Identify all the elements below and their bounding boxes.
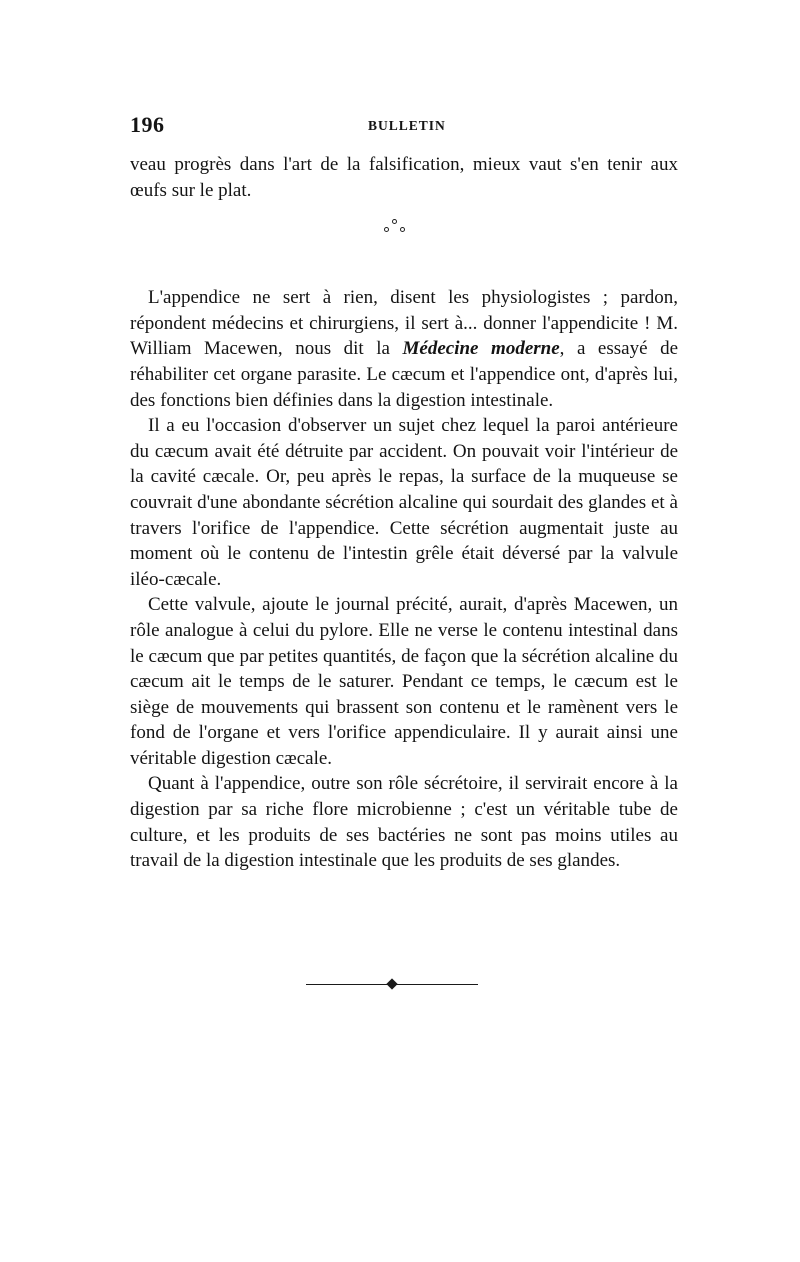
diamond-icon (386, 978, 397, 989)
section-ornament (130, 203, 678, 285)
paragraph-continuation: veau progrès dans l'art de la falsification, mieux vaut s'en tenir aux œufs sur le plat. (130, 154, 678, 201)
paragraph-observation: Il a eu l'occasion d'observer un sujet chez lequel la paroi antérieure du cæcum avait été détruite par accident. On pouvait voir l'intérieur de la cavité cæcale. Or, peu après le repas, la surface de la muqueuse se couvrait d'une abondante sécrétion alcaline qui sourdait des glandes et à travers l'orifice de l'appendice. Cette sécrétion augmentait juste au moment où le contenu de l'intestin grêle était déversé par la valvule iléo-cæcale. (130, 415, 678, 590)
running-head: BULLETIN (368, 118, 446, 133)
end-ornament-rule (306, 978, 478, 990)
journal-title: Médecine moderne (402, 338, 560, 360)
asterism-icon (383, 217, 409, 241)
paragraph-appendice-text-b: , a essayé de réhabiliter cet organe parasite. Le cæcum et l'appendice ont, d'après lui, des fonctions bien définies dans la digestion intestinale. (130, 338, 679, 411)
document-page (130, 112, 678, 874)
page-header (130, 112, 678, 152)
body-text (130, 152, 678, 874)
page-number: 196 (130, 112, 165, 137)
paragraph-appendice (130, 285, 678, 413)
paragraph-flore: Quant à l'appendice, outre son rôle sécrétoire, il servirait encore à la digestion par sa riche flore microbienne ; c'est un véritable tube de culture, et les produits de ses bactéries ne sont pas moins utiles au travail de la digestion intestinale que les produits de ses glandes. (130, 773, 678, 872)
paragraph-valvule: Cette valvule, ajoute le journal précité, aurait, d'après Macewen, un rôle analogue à celui du pylore. Elle ne verse le contenu intestinal dans le cæcum que par petites quantités, de façon que la sécrétion alcaline du cæcum ait le temps de le saturer. Pendant ce temps, le cæcum est le siège de mouvements qui brassent son contenu et le ramènent vers le fond de l'organe et vers l'orifice appendiculaire. Il y aurait ainsi une véritable digestion cæcale. (130, 594, 678, 769)
paragraph-appendice-text-a: L'appendice ne sert à rien, disent les physiologistes ; pardon, répondent médecins et chirurgiens, il sert à... donner l'appendicite ! M. William Macewen, nous dit la (130, 287, 678, 360)
